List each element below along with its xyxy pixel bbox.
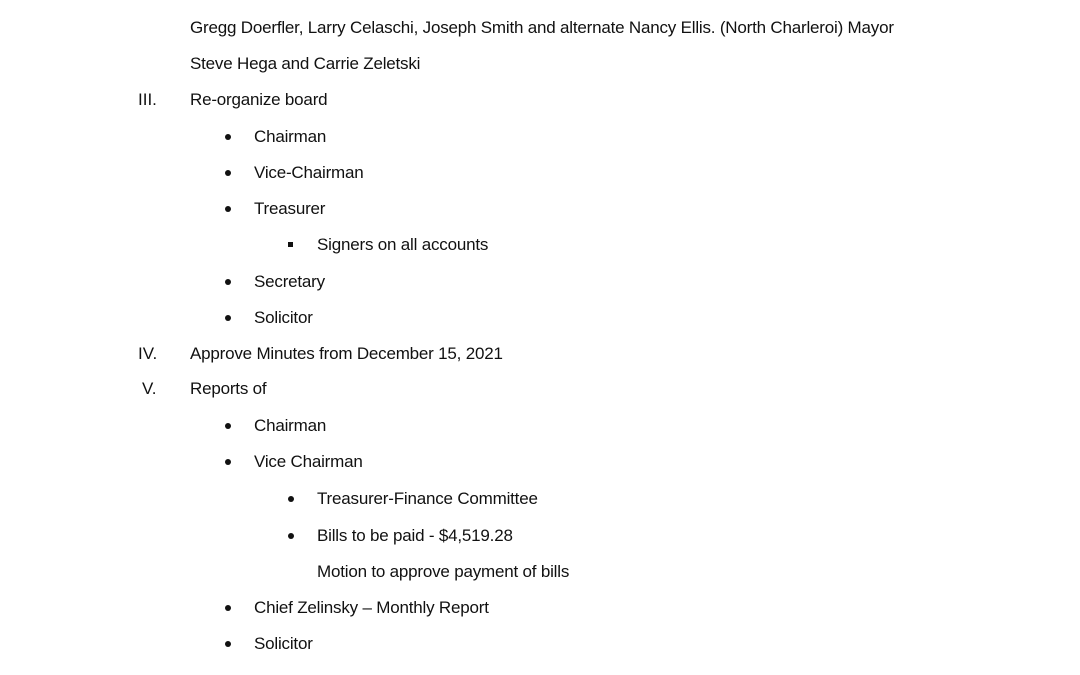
reorganize-item-secretary: Secretary (254, 272, 325, 291)
bullet-icon (225, 134, 231, 140)
section-numeral-v: V. (142, 379, 157, 398)
section-title-minutes: Approve Minutes from December 15, 2021 (190, 344, 503, 363)
section-numeral-iii: III. (138, 90, 157, 109)
bullet-icon (225, 423, 231, 429)
reports-item-chairman: Chairman (254, 416, 327, 435)
reorganize-item-vice-chairman: Vice-Chairman (254, 163, 364, 182)
bullet-icon (225, 605, 231, 611)
square-bullet-icon (288, 242, 293, 247)
reports-item-solicitor: Solicitor (254, 634, 313, 653)
bullet-icon (225, 170, 231, 176)
section-title-reorganize: Re-organize board (190, 90, 328, 109)
section-title-reports: Reports of (190, 379, 267, 398)
reports-item-vice-chairman: Vice Chairman (254, 452, 363, 471)
bullet-icon (288, 496, 294, 502)
roll-call-line-1: Gregg Doerfler, Larry Celaschi, Joseph Smith and alternate Nancy Ellis. (North Charleroi) Mayor (190, 18, 894, 37)
roll-call-line-2: Steve Hega and Carrie Zeletski (190, 54, 421, 73)
reorganize-item-solicitor: Solicitor (254, 308, 313, 327)
clipped-previous-line (0, 0, 1080, 8)
reorganize-item-treasurer: Treasurer (254, 199, 326, 218)
section-numeral-iv: IV. (138, 344, 158, 363)
bullet-icon (225, 315, 231, 321)
bills-motion: Motion to approve payment of bills (317, 562, 570, 581)
bullet-icon (225, 279, 231, 285)
bullet-icon (225, 641, 231, 647)
bullet-icon (225, 206, 231, 212)
bullet-icon (288, 533, 294, 539)
bullet-icon (225, 459, 231, 465)
reorganize-item-chairman: Chairman (254, 127, 327, 146)
vice-chairman-sub-treasurer-finance: Treasurer-Finance Committee (317, 489, 538, 508)
treasurer-sub-signers: Signers on all accounts (317, 235, 489, 254)
reports-item-chief-zelinsky: Chief Zelinsky – Monthly Report (254, 598, 489, 617)
vice-chairman-sub-bills: Bills to be paid - $4,519.28 (317, 526, 513, 545)
